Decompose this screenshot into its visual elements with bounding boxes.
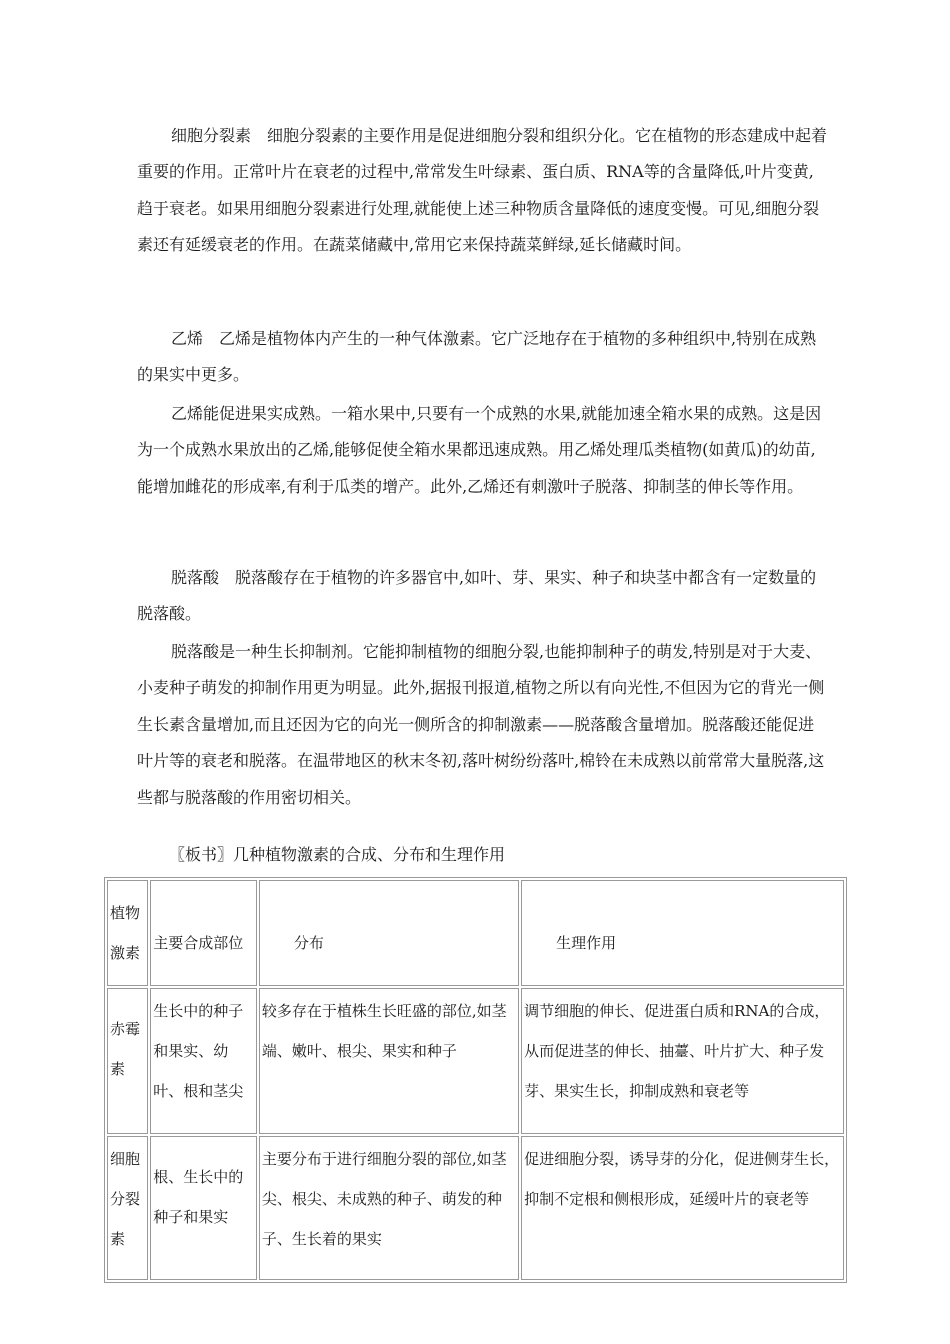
hormone-table bbox=[104, 877, 847, 1283]
cell-distribution: 较多存在于植株生长旺盛的部位,如茎端、嫩叶、根尖、果实和种子 bbox=[259, 988, 519, 1134]
cell-function: 调节细胞的伸长、促进蛋白质和RNA的合成，从而促进茎的伸长、抽薹、叶片扩大、种子发芽、果实生长，抑制成熟和衰老等 bbox=[521, 988, 844, 1134]
paragraph-abscisic-acid-intro: 脱落酸 脱落酸存在于植物的许多器官中,如叶、芽、果实、种子和块茎中都含有一定数量的脱落酸。 bbox=[137, 568, 817, 624]
table-caption: 〖板书〗几种植物激素的合成、分布和生理作用 bbox=[169, 845, 506, 864]
table-row bbox=[107, 1136, 844, 1280]
cell-function: 促进细胞分裂，诱导芽的分化，促进侧芽生长，抑制不定根和侧根形成，延缓叶片的衰老等 bbox=[521, 1136, 844, 1280]
cell-synthesis-site: 生长中的种子和果实、幼叶、根和茎尖 bbox=[150, 988, 257, 1134]
table-header-row bbox=[107, 880, 844, 986]
header-hormone: 植物激素 bbox=[107, 880, 148, 986]
cell-hormone-name: 细胞分裂素 bbox=[107, 1136, 148, 1280]
header-synthesis-site: 主要合成部位 bbox=[150, 880, 257, 986]
paragraph-ethylene-effects: 乙烯能促进果实成熟。一箱水果中,只要有一个成熟的水果,就能加速全箱水果的成熟。这是因为一个成熟水果放出的乙烯,能够促使全箱水果都迅速成熟。用乙烯处理瓜类植物(如黄瓜)的幼苗,能增加雌花的形成率,有利于瓜类的增产。此外,乙烯还有刺激叶子脱落、抑制茎的伸长等作用。 bbox=[137, 404, 822, 496]
paragraph-cytokinin: 细胞分裂素 细胞分裂素的主要作用是促进细胞分裂和组织分化。它在植物的形态建成中起着重要的作用。正常叶片在衰老的过程中,常常发生叶绿素、蛋白质、RNA等的含量降低,叶片变黄,趋于衰老。如果用细胞分裂素进行处理,就能使上述三种物质含量降低的速度变慢。可见,细胞分裂素还有延缓衰老的作用。在蔬菜储藏中,常用它来保持蔬菜鲜绿,延长储藏时间。 bbox=[137, 126, 828, 255]
header-distribution: 分布 bbox=[259, 880, 519, 986]
header-function: 生理作用 bbox=[521, 880, 844, 986]
paragraph-ethylene-intro: 乙烯 乙烯是植物体内产生的一种气体激素。它广泛地存在于植物的多种组织中,特别在成熟的果实中更多。 bbox=[137, 329, 817, 385]
cell-synthesis-site: 根、生长中的种子和果实 bbox=[150, 1136, 257, 1280]
cell-distribution: 主要分布于进行细胞分裂的部位,如茎尖、根尖、未成熟的种子、萌发的种子、生长着的果实 bbox=[259, 1136, 519, 1280]
cell-hormone-name: 赤霉素 bbox=[107, 988, 148, 1134]
table-row bbox=[107, 988, 844, 1134]
paragraph-abscisic-acid-effects: 脱落酸是一种生长抑制剂。它能抑制植物的细胞分裂,也能抑制种子的萌发,特别是对于大麦、小麦种子萌发的抑制作用更为明显。此外,据报刊报道,植物之所以有向光性,不但因为它的背光一侧生长素含量增加,而且还因为它的向光一侧所含的抑制激素——脱落酸含量增加。脱落酸还能促进叶片等的衰老和脱落。在温带地区的秋末冬初,落叶树纷纷落叶,棉铃在未成熟以前常常大量脱落,这些都与脱落酸的作用密切相关。 bbox=[137, 642, 825, 807]
